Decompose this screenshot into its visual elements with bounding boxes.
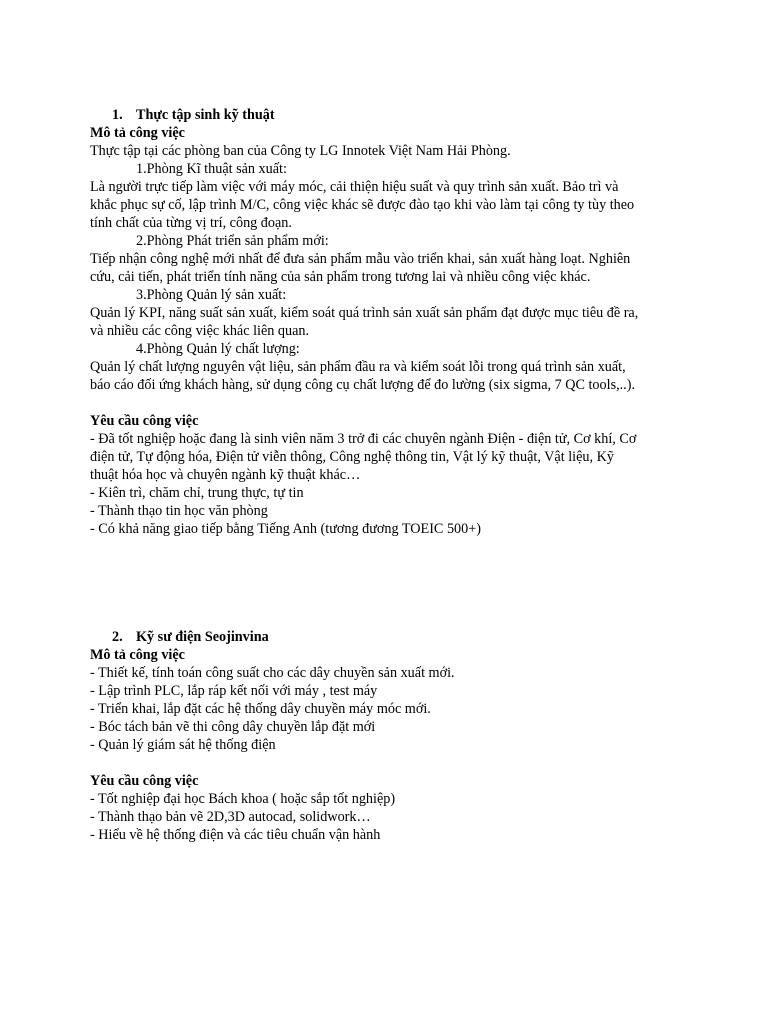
- job2-req-line: - Thành thạo bản vẽ 2D,3D autocad, solidwork…: [90, 809, 371, 825]
- dept3-line: Quản lý KPI, năng suất sản xuất, kiểm soát quá trình sản xuất sản phẩm đạt được mục tiêu đề ra,: [90, 305, 639, 321]
- dept2-name: 2.Phòng Phát triển sản phẩm mới:: [136, 233, 329, 249]
- spacer: [90, 538, 680, 628]
- job2-title: [90, 628, 680, 646]
- dept2-line: cứu, cải tiến, phát triển tính năng của sản phẩm trong tương lai và nhiều công việc khác.: [90, 269, 591, 285]
- job1-req-line: - Kiên trì, chăm chỉ, trung thực, tự tin: [90, 485, 304, 501]
- document-page: [90, 106, 680, 844]
- job2-desc-line: - Quản lý giám sát hệ thống điện: [90, 737, 276, 753]
- job2-desc-line: - Bóc tách bản vẽ thi công dây chuyền lắp đặt mới: [90, 719, 376, 735]
- dept3-name: 3.Phòng Quản lý sản xuất:: [136, 287, 287, 303]
- job1-title: [90, 106, 680, 124]
- spacer: [90, 754, 680, 772]
- job2-req-line: - Hiểu về hệ thống điện và các tiêu chuẩn vận hành: [90, 827, 381, 843]
- job2-req-heading: Yêu cầu công việc: [90, 773, 199, 789]
- job2-number: 2.: [112, 629, 123, 645]
- job1-req-line: - Có khả năng giao tiếp bằng Tiếng Anh (tương đương TOEIC 500+): [90, 521, 481, 537]
- dept4-line: Quản lý chất lượng nguyên vật liệu, sản phẩm đầu ra và kiểm soát lỗi trong quá trình sản xuất,: [90, 359, 626, 375]
- dept4-line: báo cáo đối ứng khách hàng, sử dụng công cụ chất lượng để đo lường (six sigma, 7 QC tools,..).: [90, 377, 635, 393]
- dept3-line: và nhiều các công việc khác liên quan.: [90, 323, 310, 339]
- job1-intro: Thực tập tại các phòng ban của Công ty LG Innotek Việt Nam Hải Phòng.: [90, 143, 511, 159]
- dept2-line: Tiếp nhận công nghệ mới nhất để đưa sản phẩm mẫu vào triển khai, sản xuất hàng loạt. Nghiên: [90, 251, 631, 267]
- job1-req-line: - Thành thạo tin học văn phòng: [90, 503, 268, 519]
- job1-req-heading: Yêu cầu công việc: [90, 413, 199, 429]
- dept4-name: 4.Phòng Quản lý chất lượng:: [136, 341, 300, 357]
- dept1-line: khắc phục sự cố, lập trình M/C, công việc khác sẽ được đào tạo khi vào làm tại công ty tùy theo: [90, 197, 635, 213]
- dept1-name: 1.Phòng Kĩ thuật sản xuất:: [136, 161, 287, 177]
- job1-title-text: Thực tập sinh kỹ thuật: [136, 107, 275, 123]
- job1-desc-heading: Mô tả công việc: [90, 125, 185, 141]
- job2-req-line: - Tốt nghiệp đại học Bách khoa ( hoặc sắp tốt nghiệp): [90, 791, 396, 807]
- job1-req-line: điện tử, Tự động hóa, Điện tử viễn thông, Công nghệ thông tin, Vật lý kỹ thuật, Vật liệu, Kỹ: [90, 449, 614, 465]
- job1-req-line: - Đã tốt nghiệp hoặc đang là sinh viên năm 3 trở đi các chuyên ngành Điện - điện tử, Cơ khí, Cơ: [90, 431, 637, 447]
- job2-title-text: Kỹ sư điện Seojinvina: [136, 629, 269, 645]
- job2-desc-line: - Lập trình PLC, lắp ráp kết nối với máy , test máy: [90, 683, 378, 699]
- job1-req-line: thuật hóa học và chuyên ngành kỹ thuật khác…: [90, 467, 361, 483]
- job1-number: 1.: [112, 107, 123, 123]
- dept1-line: tính chất của từng vị trí, công đoạn.: [90, 215, 292, 231]
- job2-desc-line: - Triển khai, lắp đặt các hệ thống dây chuyền máy móc mới.: [90, 701, 431, 717]
- dept1-line: Là người trực tiếp làm việc với máy móc, cải thiện hiệu suất và quy trình sản xuất. Bảo trì và: [90, 179, 619, 195]
- job2-desc-heading: Mô tả công việc: [90, 647, 185, 663]
- job2-desc-line: - Thiết kế, tính toán công suất cho các dây chuyền sản xuất mới.: [90, 665, 455, 681]
- spacer: [90, 394, 680, 412]
